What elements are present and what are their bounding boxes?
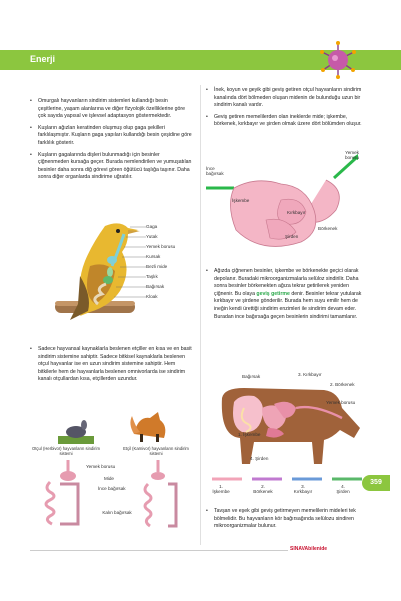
diagram-label: Yemek borusu [86,464,116,469]
paragraph: • Geviş getiren memelilerden olan ineklerde mide; işkembe, börkenek, kırkbayır ve şirden olmak üzere dört bölümden oluşur. [206,114,368,129]
bird-label: Bezli mide [146,264,168,269]
bird-label: Yemek borusu [146,244,176,249]
paragraph [206,268,368,321]
stomach-label: Yemek borusu [344,150,360,160]
flow-step: 1. İşkembe [212,484,230,494]
herbivore-caption: Otçul (Herbivor) hayvanların sindirim sistemi [32,446,100,456]
cow-label: 2. Börkenek [330,382,355,387]
left-column-lower [30,346,192,388]
cow-label: 4. Şirden [250,456,269,461]
text-span: Ağızda çiğnenen besinler, işkembe ve börkenekte geçici olarak depolanır. Buradaki mikroorganizmalarla selüloz sindirilir. Daha sonra besinler börkenekten ağıza tekrar getirilerek yeniden çiğnenir. Bu olaya [214,268,359,297]
bird-label: Kloak [146,294,158,299]
page-number: 359 [362,475,390,491]
stomach-label: İnce bağırsak [206,166,224,176]
bird-label-leaders [110,224,146,304]
highlighted-term: geviş getirme [256,290,290,297]
flow-arrows [208,474,368,484]
bird-label: Yutak [146,234,158,239]
column-separator [200,85,201,545]
bird-label: Bağırsak [146,284,165,289]
stomach-label: İşkembe [232,198,250,203]
publisher-logo: SINAVAbilenide [290,546,328,552]
diagram-label: İnce bağırsak [98,486,126,491]
bird-label: Gaga [146,224,158,229]
right-column [206,87,368,133]
paragraph: • Kuşların ağızları keratinden oluşmuş olup gaga şekilleri farklılaşmıştır. Kuşların gaga yapıları kullandığı besin çeşidine göre farklılık gösterir. [30,125,192,148]
flow-step: 2. Börkenek [253,484,273,494]
cow-label: Yemek borusu [326,400,356,405]
flow-step: 3. Kırkbayır [293,484,313,494]
right-column-middle [206,268,368,325]
stomach-label: Şirden [285,234,299,239]
bird-label: Taşlık [146,274,158,279]
fox-illustration [128,404,172,444]
rabbit-illustration [58,418,94,444]
diagram-label: Mide [104,476,114,481]
right-column-lower [206,508,368,535]
diagram-label: Kalın bağırsak [102,510,132,515]
paragraph: • İnek, koyun ve geyik gibi geviş getiren otçul hayvanların sindirim kanalında dört bölmeden oluşan midenin de bulunduğu uzun bir sindirim kanalı vardır. [206,87,368,110]
text-span: denir. Besinler tekrar yutularak kırkbayır ve şirdene gönderilir. Burada hem suyu emilir hem de ineğin kendi ürettiği sindirim enzimleri ile sindirim devam eder. Buradan ince bağırsağa geçen besinlerin sindirimi tamamlanır. [214,290,362,320]
paragraph: • Sadece hayvansal kaynaklarla beslenen etçiller en kısa ve en basit sindirim sistemine sahiptir. Sadece bitkisel kaynaklarla beslenen otçul hayvanlar ise en uzun sindirim sistemine sahiptir. Hem bitkilerle hem de hayvanlarla beslenen omnivorlarda ise sindirim kanalı otçullardan kısa, etçillerden uzundur. [30,346,192,384]
paragraph: • Omurgalı hayvanların sindirim sistemleri kullandığı besin çeşitlerine, yaşam alanlarına ve diğer fizyolojik özelliklerine göre çok sayıda yapısal ve işlevsel adaptasyon göstermektedir. [30,98,192,121]
paragraph: • Tavşan ve eşek gibi geviş getirmeyen memelilerin mideleri tek bölmelidir. Bu hayvanların kör bağırsağında selülozu sindiren mikroorganizmalar bulunur. [206,508,368,531]
paragraph: • Kuşların gagalarında dişleri bulunmadığı için besinler çiğnenmeden kursağa geçer. Burada nemlendirilen ve yumuşatılan besinler daha sonra diğ görevi gören öğütücü taşlığa taşınır. Daha sonra diğer organlarda sindirime uğratılır. [30,152,192,182]
cow-digestive-illustration [214,378,364,468]
virus-icon [318,40,358,80]
cow-label: 3. Kırkbayır [298,372,322,377]
footer-divider [30,550,288,551]
left-column [30,98,192,186]
stomach-label: Börkenek [318,226,338,231]
chapter-title: Enerji [30,54,56,64]
bird-label: Kursak [146,254,161,259]
flow-step: 4. Şirden [336,484,350,494]
cow-label: 1. İşkembe [238,432,261,437]
cow-label: Bağırsak [242,374,261,379]
carnivore-digestive-diagram [138,458,188,530]
carnivore-caption: Etçil (Karnivor) hayvanların sindirim sistemi [123,446,189,456]
stomach-label: Kırkbayır [287,210,306,215]
